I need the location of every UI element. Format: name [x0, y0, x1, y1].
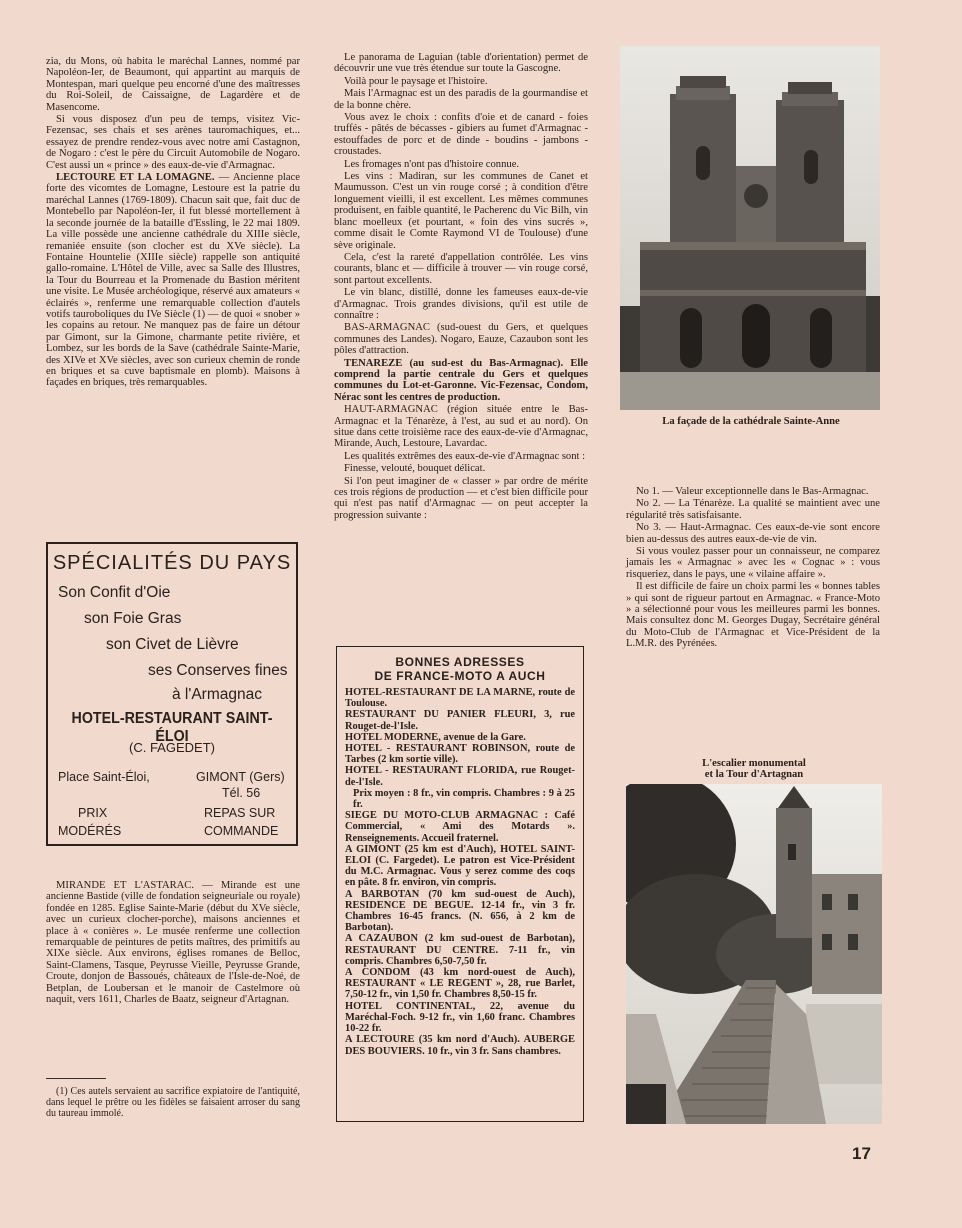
- address-entry: SIEGE DU MOTO-CLUB ARMAGNAC : Café Commercial, « Ami des Motards ». Renseignements. Accueil fraternel.: [345, 810, 575, 844]
- section-text: — Ancienne place forte des vicomtes de Lomagne, Lestoure est la patrie du maréchal Lannes (1769-1809). Chacun sait que, fait duc de Montebello par Napoléon-Ier, il fut blessé mortellement à la seconde journée de la bataille d'Essling, le 22 mai 1809. La ville possède une ancienne cathédrale du XIIIe siècle, remaniée ensuite (son clocher est du XVe siècle). La Fontaine Hountelie (XIIIe siècle) rappelle son antiquité gallo-romaine. L'Hôtel de Ville, avec sa Salle des Illustres, la Tour du Bourreau et la Promenade du Bastion méritent une visite. Le Musée archéologique, réservé aux amateurs « éclairés », renferme une remarquable collection d'autels votifs tauroboliques du IVe Siècle (1) — de quoi « snober » les copains au retour. Ne manquez pas de faire un détour par Gimont, sur la Gimone, charmante petite rivière, et Lombez, sur les bords de la Save (cathédrale Sainte-Marie, des XIVe et XVe siècles, avec son curieux chemin de ronde en briques et sa cuve baptismale en plomb). Maisons à façades en briques, très remarquables.: [46, 172, 300, 389]
- page-number: 17: [852, 1144, 871, 1163]
- addresses-title-line: DE FRANCE-MOTO A AUCH: [374, 669, 546, 683]
- address-entry: Prix moyen : 8 fr., vin compris. Chambres : 9 à 25 fr.: [353, 787, 575, 811]
- address-entry: HOTEL CONTINENTAL, 22, avenue du Maréchal-Foch. 9-12 fr., vin 1,60 franc. Chambres 10-22 fr.: [345, 1000, 575, 1035]
- paragraph: Voilà pour le paysage et l'histoire.: [344, 75, 488, 87]
- ad-title: SPÉCIALITÉS DU PAYS: [52, 552, 292, 574]
- article-column-right: [626, 486, 880, 651]
- ad-hotel-name: HOTEL-RESTAURANT SAINT-ÉLOI: [71, 710, 273, 745]
- ad-prix: PRIX: [78, 806, 108, 820]
- article-column-left-bottom: [46, 880, 300, 1006]
- ad-owner: (C. FAGEDET): [129, 740, 215, 755]
- paragraph: TENAREZE (au sud-est du Bas-Armagnac). Elle comprend la partie centrale du Gers et quelques communes du Lot-et-Garonne. Vic-Fezensac, Condom, Nérac sont les centres de production.: [334, 357, 588, 403]
- ad-line: à l'Armagnac: [172, 686, 262, 703]
- paragraph: Le vin blanc, distillé, donne les fameuses eaux-de-vie d'Armagnac. Trois grandes divisions, qu'il est utile de connaître :: [334, 287, 588, 321]
- paragraph: Il est difficile de faire un choix parmi les « bonnes tables » qui sont de rigueur partout en Armagnac. « France-Moto » a sélectionné pour vous les meilleures parmi les bonnes. Mais consultez donc M. Georges Dugay, Secrétaire général du Moto-Club de l'Armagnac et Vice-Président de la L.M.R. des Pyrénées.: [626, 581, 880, 650]
- addresses-title: [345, 655, 575, 683]
- paragraph: Cela, c'est la rareté d'appellation contrôlée. Les vins courants, blanc et — difficile à trouver — vin rouge corsé, sont partout excellents.: [334, 251, 588, 286]
- ad-repas: COMMANDE: [204, 824, 279, 838]
- ad-prix: MODÉRÉS: [58, 824, 122, 838]
- paragraph: Les vins : Madiran, sur les communes de Canet et Maumusson. C'est un vin rouge corsé ; à condition d'être longuement vieilli, il est excellent. Les mêmes communes produisent, en faible quantité, le Pacherenc du Vic Bilh, vin blanc moelleux (et pourtant, « foin des vins sucrés », comme disait le Comte Raymond VI de Toulouse) d'une sève originale.: [334, 171, 588, 251]
- ad-address: Place Saint-Éloi,: [58, 770, 150, 784]
- stairs-caption-line: et la Tour d'Artagnan: [704, 769, 804, 780]
- paragraph: Les qualités extrêmes des eaux-de-vie d'Armagnac sont :: [344, 450, 586, 462]
- address-entry: HOTEL-RESTAURANT DE LA MARNE, route de Toulouse.: [345, 687, 575, 710]
- addresses-list: [345, 687, 575, 1057]
- paragraph: No 3. — Haut-Armagnac. Ces eaux-de-vie sont encore bien au-dessus des autres eaux-de-vie de vin.: [626, 522, 880, 545]
- address-entry: A CAZAUBON (2 km sud-ouest de Barbotan), RESTAURANT DU CENTRE. 7-11 fr., vin compris. Chambres 6,50-7,50 fr.: [345, 933, 575, 967]
- paragraph: [46, 172, 300, 389]
- good-addresses-box: [336, 646, 584, 1122]
- paragraph: No 1. — Valeur exceptionnelle dans le Bas-Armagnac.: [636, 486, 869, 497]
- cathedral-caption: La façade de la cathédrale Sainte-Anne: [662, 416, 840, 427]
- footnote-divider: [46, 1078, 106, 1079]
- paragraph: HAUT-ARMAGNAC (région située entre le Bas-Armagnac et la Ténarèze, à l'est, au sud et au nord). On situe dans cette troisième race des eaux-de-vie d'Armagnac, Mirande, Auch, Lestoure, Lavardac.: [334, 404, 588, 450]
- address-entry: HOTEL MODERNE, avenue de la Gare.: [345, 731, 526, 743]
- paragraph: Mais l'Armagnac est un des paradis de la gourmandise et de la bonne chère.: [334, 88, 588, 111]
- address-entry: RESTAURANT DU PANIER FLEURI, 3, rue Rouget-de-l'Isle.: [345, 709, 575, 732]
- ad-repas: REPAS SUR: [204, 806, 276, 820]
- paragraph: zia, du Mons, où habita le maréchal Lannes, nommé par Napoléon-Ier, de Beaumont, qui appartint au marquis de Montespan, mari quelque peu encorné d'une des maîtresses du Roi-Soleil, de Caissaigne, de Lagardère et de Masencome.: [46, 56, 300, 113]
- paragraph: Finesse, velouté, bouquet délicat.: [344, 463, 486, 475]
- article-column-middle: [334, 52, 588, 522]
- address-entry: HOTEL - RESTAURANT FLORIDA, rue Rouget-de-l'Isle.: [345, 765, 575, 788]
- paragraph: Les fromages n'ont pas d'histoire connue.: [344, 158, 520, 170]
- ad-line: son Foie Gras: [84, 610, 182, 627]
- footnote: [46, 1086, 300, 1120]
- ad-line: Son Confit d'Oie: [58, 584, 171, 601]
- paragraph: Si vous voulez passer pour un connaisseur, ne comparez jamais les « Armagnac » avec les « Cognac » : vous risqueriez, dans le pays, une « vilaine affaire ».: [626, 546, 880, 580]
- stairs-caption-line: L'escalier monumental: [702, 758, 806, 769]
- paragraph: Si vous disposez d'un peu de temps, visitez Vic-Fezensac, ses chais et ses arènes tauromachiques, et... essayez de prendre rendez-vous avec notre ami Castagnon, de Nogaro : c'est le père du Circuit Automobile de Nogaro. C'est aussi un « prince » des eaux-de-vie d'Armagnac.: [46, 114, 300, 171]
- address-entry: HOTEL - RESTAURANT ROBINSON, route de Tarbes (2 km sortie ville).: [345, 743, 575, 766]
- article-column-left: [46, 56, 300, 390]
- section-heading: LECTOURE ET LA LOMAGNE.: [56, 172, 215, 184]
- paragraph: BAS-ARMAGNAC (sud-ouest du Gers, et quelques communes des Landes). Nogaro, Eauze, Cazaubon sont les pôles d'attraction.: [334, 322, 588, 357]
- cathedral-illustration: [620, 46, 880, 410]
- stairs-caption: [626, 758, 882, 780]
- paragraph: Vous avez le choix : confits d'oie et de canard - foies truffés - pâtés de bécasses - gibiers au fumet d'Armagnac - estouffades de porc et de dinde - boudins - jambons - croustades.: [334, 112, 588, 158]
- ad-phone: Tél. 56: [222, 786, 261, 800]
- ad-line: ses Conserves fines: [148, 662, 288, 679]
- address-entry: A LECTOURE (35 km nord d'Auch). AUBERGE DES BOUVIERS. 10 fr., vin 3 fr. Sans chambres.: [345, 1034, 575, 1057]
- addresses-title-line: BONNES ADRESSES: [395, 655, 525, 669]
- ad-line: son Civet de Lièvre: [106, 636, 239, 653]
- address-entry: A BARBOTAN (70 km sud-ouest de Auch), RESIDENCE DE BEGUE. 12-14 fr., vin 3 fr. Chambres 16-45 francs. (N. 656, à 2 km de Barbotan).: [345, 888, 575, 934]
- hotel-advertisement: [46, 542, 298, 846]
- paragraph: No 2. — La Ténarèze. La qualité se maintient avec une régularité très satisfaisante.: [626, 498, 880, 521]
- stairs-illustration: [626, 784, 882, 1124]
- stairs-tower-photo: [626, 784, 882, 1124]
- paragraph: Le panorama de Laguian (table d'orientation) permet de découvrir une vue très étendue sur toute la Gascogne.: [334, 52, 588, 75]
- ad-city: GIMONT (Gers): [196, 770, 285, 784]
- paragraph: Si l'on peut imaginer de « classer » par ordre de mérite ces trois régions de production — et c'est bien difficile pour qui n'est pas natif d'Armagnac — on peut accepter la progression suivante :: [334, 475, 588, 521]
- address-entry: A CONDOM (43 km nord-ouest de Auch), RESTAURANT « LE REGENT », 28, rue Barlet, 7,50-12 fr., vin 1,50 fr. Chambres 8,50-15 fr.: [345, 967, 575, 1001]
- footnote-text: (1) Ces autels servaient au sacrifice expiatoire de l'antiquité, dans lequel le prêtre ou les fidèles se faisaient arroser du sang du taureau immolé.: [46, 1086, 300, 1119]
- paragraph: MIRANDE ET L'ASTARAC. — Mirande est une ancienne Bastide (ville de fondation seigneuriale ou royale) fondée en 1285. Eglise Sainte-Marie (début du XVe siècle, avec un curieux clocher-porche), maisons anciennes et place à « conières ». Le musée renferme une collection remarquable de peintures de petits maîtres, des primitifs au XIXe siècle. Aux environs, églises romanes de Belloc, Saint-Clamens, Tasque, Peyrusse Vieille, Peyrusse Grande, Croute, donjon de Bassoués, châteaux de l'Isle-de-Noé, de Betplan, de Loubersan et le manoir de Castelmore où naquit, vers 1611, Charles de Baatz, seigneur d'Artagnan.: [46, 880, 300, 1006]
- address-entry: A GIMONT (25 km est d'Auch), HOTEL SAINT-ELOI (C. Fargedet). Le patron est Vice-Président du M.C. Armagnac. Vous y serez comme des coqs en pâte. 8 fr. environ, vin compris.: [345, 843, 575, 889]
- cathedral-photo: [620, 46, 880, 410]
